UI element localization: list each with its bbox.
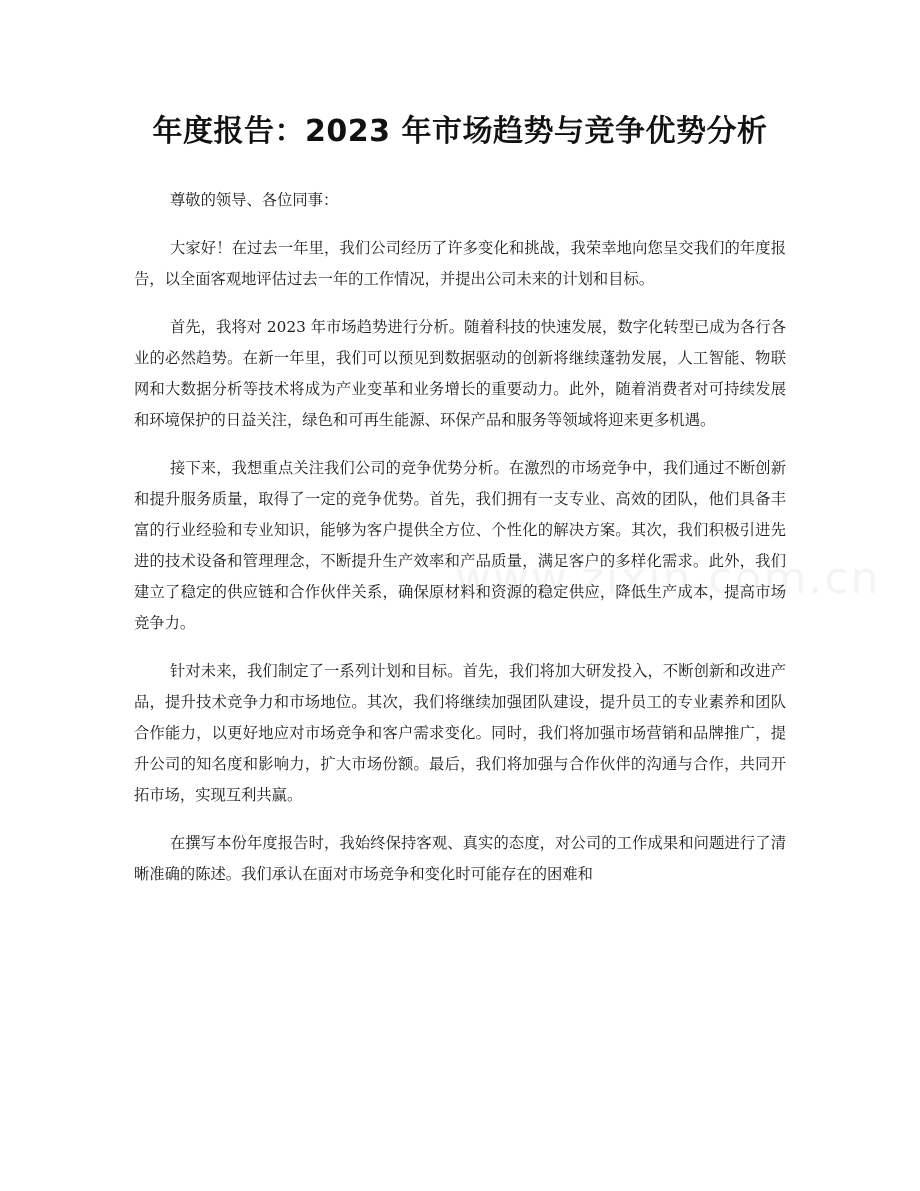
competitive-advantage-paragraph: 接下来，我想重点关注我们公司的竞争优势分析。在激烈的市场竞争中，我们通过不断创新和提升服务质量，取得了一定的竞争优势。首先，我们拥有一支专业、高效的团队，他们具备丰富的行业经验和专业知识，能够为客户提供全方位、个性化的解决方案。其次，我们积极引进先进的技术设备和管理理念，不断提升生产效率和产品质量，满足客户的多样化需求。此外，我们建立了稳定的供应链和合作伙伴关系，确保原材料和资源的稳定供应，降低生产成本，提高市场竞争力。 bbox=[134, 459, 786, 632]
document-body bbox=[134, 185, 786, 907]
salutation-paragraph: 尊敬的领导、各位同事： bbox=[170, 191, 339, 209]
market-trend-paragraph: 首先，我将对 2023 年市场趋势进行分析。随着科技的快速发展，数字化转型已成为各行各业的必然趋势。在新一年里，我们可以预见到数据驱动的创新将继续蓬勃发展，人工智能、物联网和大数据分析等技术将成为产业变革和业务增长的重要动力。此外，随着消费者对可持续发展和环境保护的日益关注，绿色和可再生能源、环保产品和服务等领域将迎来更多机遇。 bbox=[134, 318, 786, 429]
future-plan-paragraph: 针对未来，我们制定了一系列计划和目标。首先，我们将加大研发投入，不断创新和改进产品，提升技术竞争力和市场地位。其次，我们将继续加强团队建设，提升员工的专业素养和团队合作能力，以更好地应对市场竞争和客户需求变化。同时，我们将加强市场营销和品牌推广，提升公司的知名度和影响力，扩大市场份额。最后，我们将加强与合作伙伴的沟通与合作，共同开拓市场，实现互利共赢。 bbox=[134, 662, 786, 804]
document-title: 年度报告：2023 年市场趋势与竞争优势分析 bbox=[152, 114, 768, 149]
intro-paragraph: 大家好！在过去一年里，我们公司经历了许多变化和挑战，我荣幸地向您呈交我们的年度报告，以全面客观地评估过去一年的工作情况，并提出公司未来的计划和目标。 bbox=[134, 239, 786, 288]
closing-paragraph: 在撰写本份年度报告时，我始终保持客观、真实的态度，对公司的工作成果和问题进行了清晰准确的陈述。我们承认在面对市场竞争和变化时可能存在的困难和 bbox=[134, 834, 786, 883]
